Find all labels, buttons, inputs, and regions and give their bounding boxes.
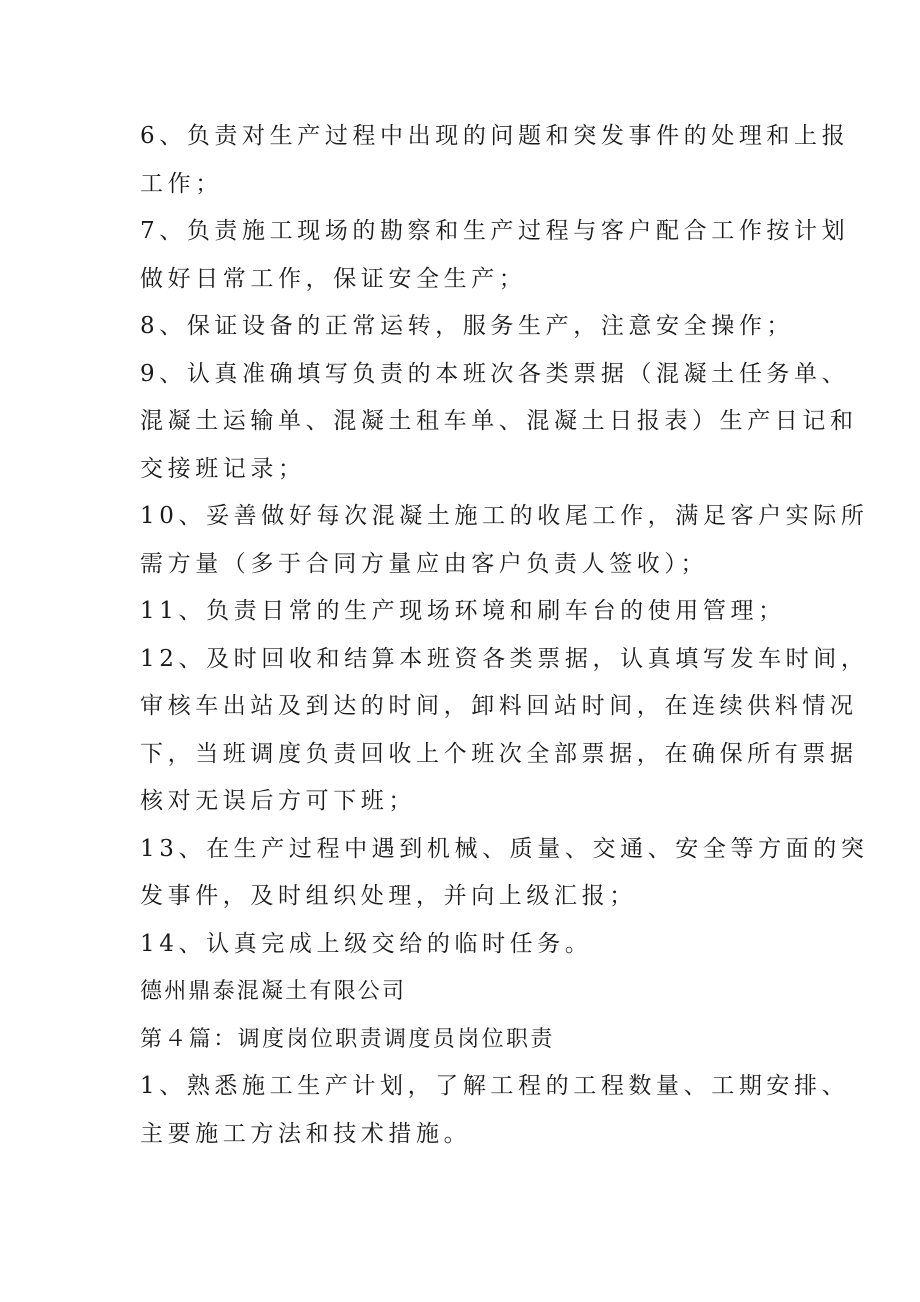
text-line-item-6-cont: 工作； (140, 170, 223, 197)
text-line-item-12-cont: 审核车出站及到达的时间，卸料回站时间，在连续供料情况 (140, 693, 858, 719)
text-line-item-12: 12、及时回收和结算本班资各类票据，认真填写发车时间， (140, 645, 869, 672)
text-line-item-1-cont: 主要施工方法和技术措施。 (140, 1120, 472, 1147)
text-line-item-14: 14、认真完成上级交给的临时任务。 (140, 930, 593, 957)
text-line-item-10: 10、妥善做好每次混凝土施工的收尾工作，满足客户实际所 (140, 503, 869, 529)
text-line-item-13: 13、在生产过程中遇到机械、质量、交通、安全等方面的突 (140, 835, 869, 862)
document-body (140, 113, 869, 1158)
text-line-item-9: 9、认真准确填写负责的本班次各类票据（混凝土任务单、 (140, 360, 850, 387)
text-line-item-7-cont: 做好日常工作，保证安全生产； (140, 265, 527, 292)
text-line-item-1: 1、熟悉施工生产计划，了解工程的工程数量、工期安排、 (140, 1073, 850, 1099)
text-line-item-12-cont: 核对无误后方可下班； (140, 788, 416, 814)
text-line-item-7: 7、负责施工现场的勘察和生产过程与客户配合工作按计划 (140, 218, 850, 244)
text-line-item-8: 8、保证设备的正常运转，服务生产，注意安全操作； (140, 313, 795, 339)
text-line-item-12-cont: 下，当班调度负责回收上个班次全部票据，在确保所有票据 (140, 740, 858, 767)
text-line-item-13-cont: 发事件，及时组织处理，并向上级汇报； (140, 883, 637, 909)
section-heading: 第４篇：调度岗位职责调度员岗位职责 (140, 1026, 555, 1052)
company-name: 德州鼎泰混凝土有限公司 (140, 979, 407, 1004)
text-line-item-9-cont: 混凝土运输单、混凝土租车单、混凝土日报表）生产日记和 (140, 408, 858, 434)
text-line-item-9-cont: 交接班记录； (140, 455, 306, 482)
text-line-item-6: 6、负责对生产过程中出现的问题和突发事件的处理和上报 (140, 123, 850, 149)
text-line-item-10-cont: 需方量（多于合同方量应由客户负责人签收）； (140, 550, 709, 577)
text-line-item-11: 11、负责日常的生产现场环境和刷车台的使用管理； (140, 598, 786, 624)
